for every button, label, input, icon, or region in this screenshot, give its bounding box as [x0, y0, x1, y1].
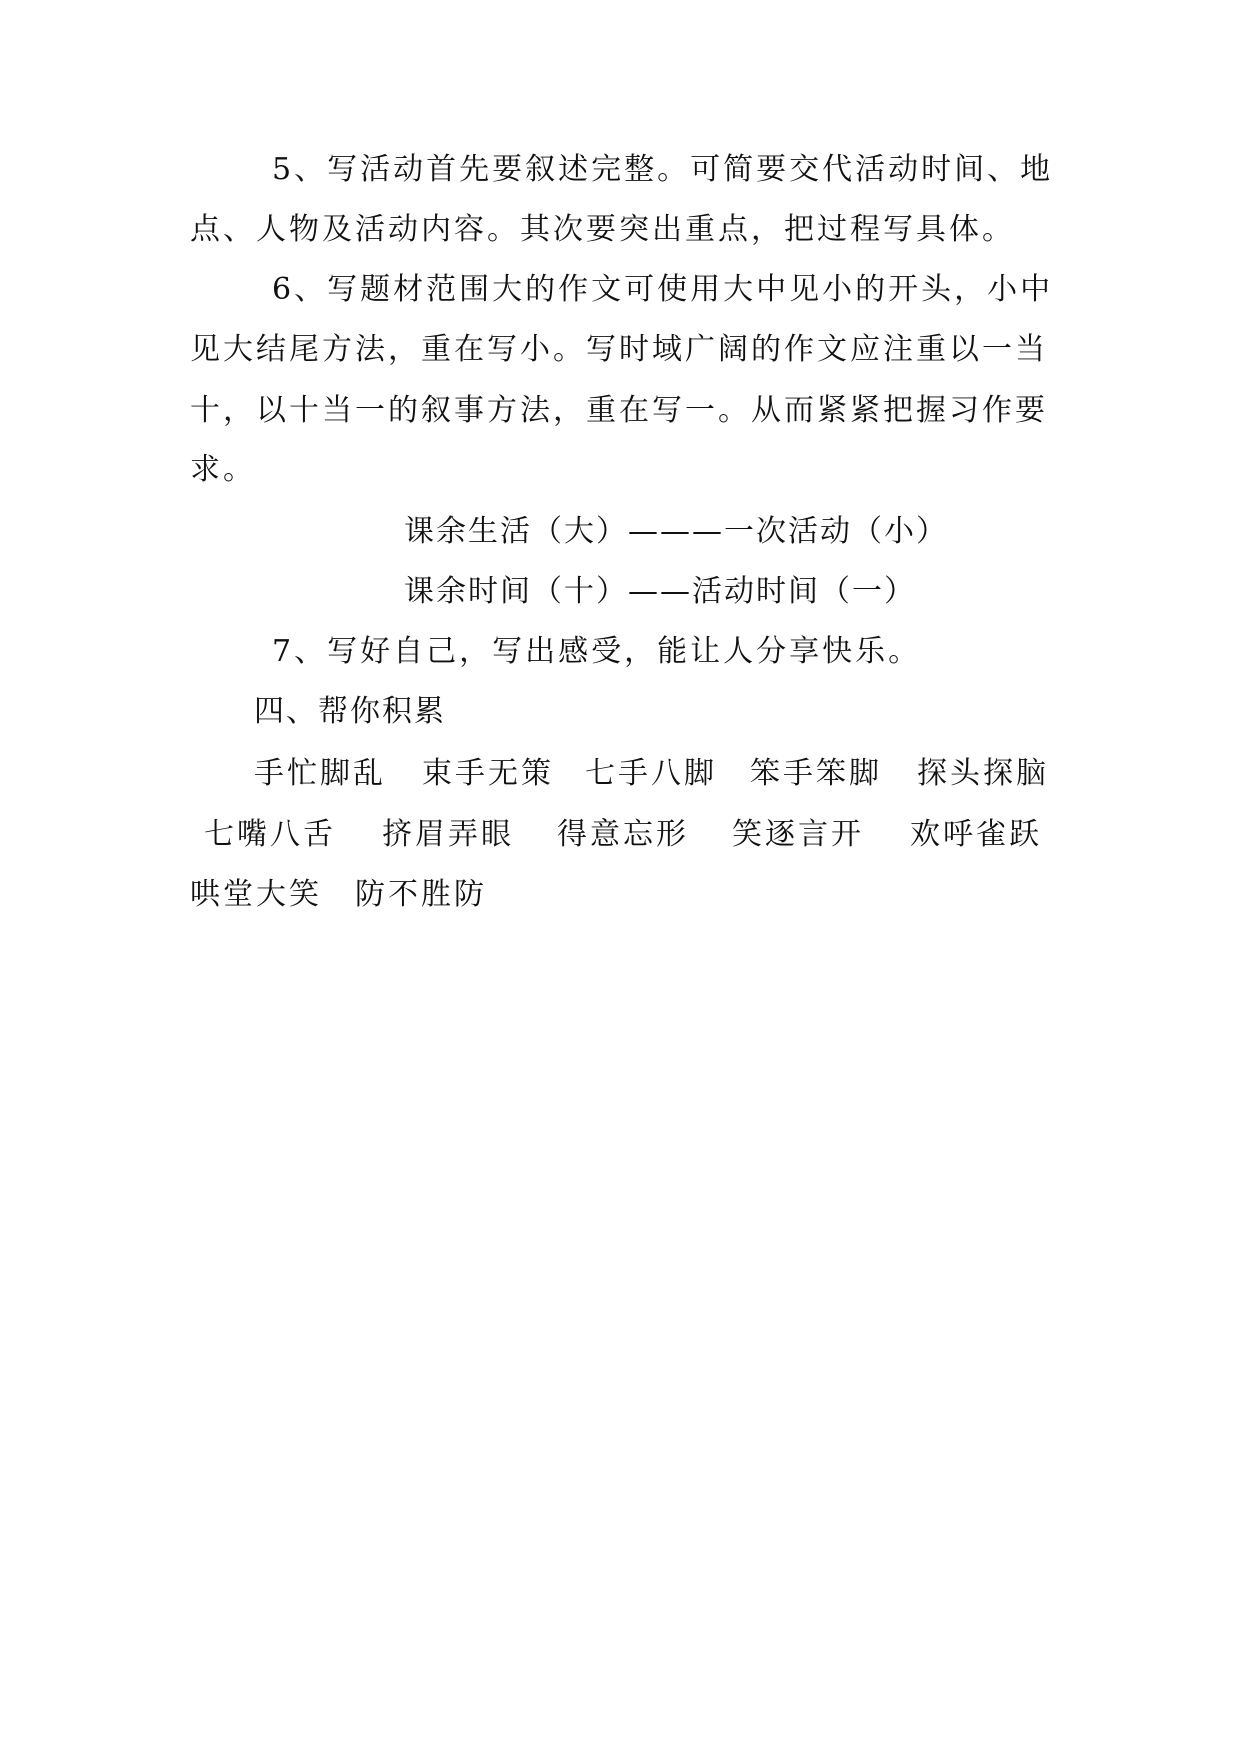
paragraph-5-line-1: 5、写活动首先要叙述完整。可简要交代活动时间、地: [272, 152, 1054, 187]
example-line-2: 课余时间（十）——活动时间（一）: [404, 574, 916, 609]
idiom-row-2: [0, 815, 1241, 855]
idiom-row-1: [0, 754, 1241, 794]
paragraph-5-line-2: 点、人物及活动内容。其次要突出重点，把过程写具体。: [190, 212, 1015, 247]
example-line-1: 课余生活（大）———一次活动（小）: [404, 514, 948, 549]
idiom-item: 七手八脚: [585, 756, 717, 791]
idiom-item: 挤眉弄眼: [382, 817, 514, 852]
idiom-item: 哄堂大笑: [190, 877, 322, 912]
idiom-item: 防不胜防: [355, 877, 487, 912]
paragraph-6-line-3: 十，以十当一的叙事方法，重在写一。从而紧紧把握习作要: [190, 393, 1048, 428]
idiom-item: 得意忘形: [557, 817, 689, 852]
idiom-item: 笨手笨脚: [750, 756, 882, 791]
paragraph-6-line-1: 6、写题材范围大的作文可使用大中见小的开头，小中: [272, 272, 1054, 307]
section-heading: 四、帮你积累: [254, 694, 446, 729]
idiom-item: 探头探脑: [917, 756, 1049, 791]
idiom-item: 欢呼雀跃: [910, 817, 1042, 852]
paragraph-7: 7、写好自己，写出感受，能让人分享快乐。: [272, 634, 922, 669]
idiom-item: 束手无策: [422, 756, 554, 791]
idiom-item: 手忙脚乱: [254, 756, 386, 791]
paragraph-6-line-2: 见大结尾方法，重在写小。写时域广阔的作文应注重以一当: [190, 332, 1048, 367]
paragraph-6-line-4: 求。: [190, 452, 256, 487]
idiom-item: 七嘴八舌: [204, 817, 336, 852]
idiom-item: 笑逐言开: [732, 817, 864, 852]
idiom-row-3: [0, 875, 1241, 915]
